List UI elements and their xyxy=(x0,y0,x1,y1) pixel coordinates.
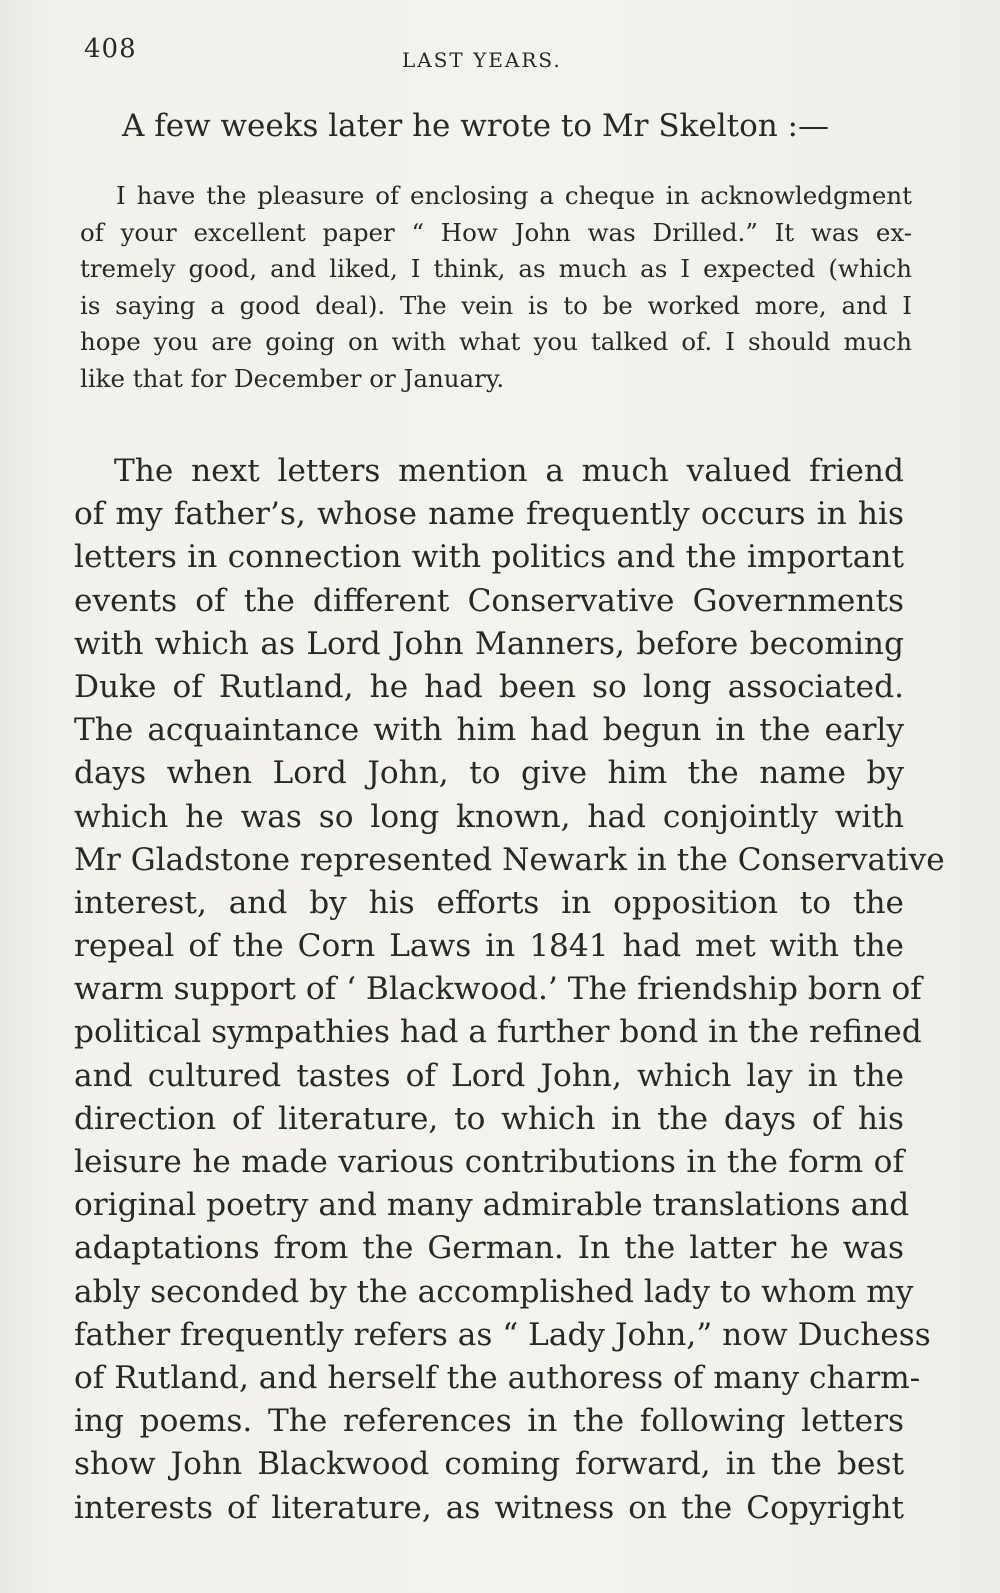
body-line: Mr Gladstone represented Newark in the Conservative xyxy=(74,841,945,878)
body-line: warm support of ‘ Blackwood.’ The friendship born of xyxy=(74,971,922,1008)
body-line: Duke of Rutland, he had been so long associated. xyxy=(74,668,904,705)
body-line: political sympathies had a further bond in the refined xyxy=(74,1014,922,1051)
body-line: original poetry and many admirable translations and xyxy=(74,1187,910,1224)
letter-quotation xyxy=(80,178,912,398)
body-line: ably seconded by the accomplished lady to whom my xyxy=(74,1273,914,1310)
page-header xyxy=(84,28,904,72)
body-line: events of the different Conservative Governments xyxy=(74,582,904,619)
body-line: The next letters mention a much valued friend xyxy=(114,453,904,489)
letter-line: hope you are going on with what you talked of. I should much xyxy=(80,327,912,357)
letter-line: is saying a good deal). The vein is to be worked more, and I xyxy=(80,290,912,320)
body-line: The acquaintance with him had begun in the early xyxy=(74,712,904,749)
letter-line: I have the pleasure of enclosing a cheque in acknowledgment xyxy=(116,181,912,210)
body-line: of Rutland, and herself the authoress of many charm- xyxy=(74,1359,921,1396)
body-line: adaptations from the German. In the latter he was xyxy=(74,1230,904,1267)
body-line: days when Lord John, to give him the name by xyxy=(74,755,904,792)
body-line: with which as Lord John Manners, before becoming xyxy=(74,625,904,662)
body-line: which he was so long known, had conjointly with xyxy=(74,798,904,835)
intro-sentence: A few weeks later he wrote to Mr Skelton :— xyxy=(122,108,829,144)
body-line: of my father’s, whose name frequently occurs in his xyxy=(74,496,904,533)
body-line: ing poems. The references in the following letters xyxy=(74,1403,904,1440)
body-line: show John Blackwood coming forward, in the best xyxy=(74,1446,904,1483)
page-number: 408 xyxy=(84,34,137,64)
running-head: LAST YEARS. xyxy=(402,48,562,72)
body-paragraph xyxy=(74,450,945,1530)
letter-line: tremely good, and liked, I think, as much as I expected (which xyxy=(80,254,912,284)
body-line: leisure he made various contributions in the form of xyxy=(74,1144,904,1180)
body-line: interest, and by his efforts in opposition to the xyxy=(74,884,904,921)
body-line: and cultured tastes of Lord John, which lay in the xyxy=(74,1057,904,1094)
letter-line: like that for December or January. xyxy=(80,363,505,393)
letter-line: of your excellent paper “ How John was Drilled.” It was ex- xyxy=(80,217,912,247)
body-line: direction of literature, to which in the days of his xyxy=(74,1100,904,1137)
body-line: repeal of the Corn Laws in 1841 had met with the xyxy=(74,928,904,965)
body-line: interests of literature, as witness on the Copyright xyxy=(74,1489,904,1526)
body-line: father frequently refers as “ Lady John,” now Duchess xyxy=(74,1316,931,1353)
body-line: letters in connection with politics and the important xyxy=(74,539,904,576)
